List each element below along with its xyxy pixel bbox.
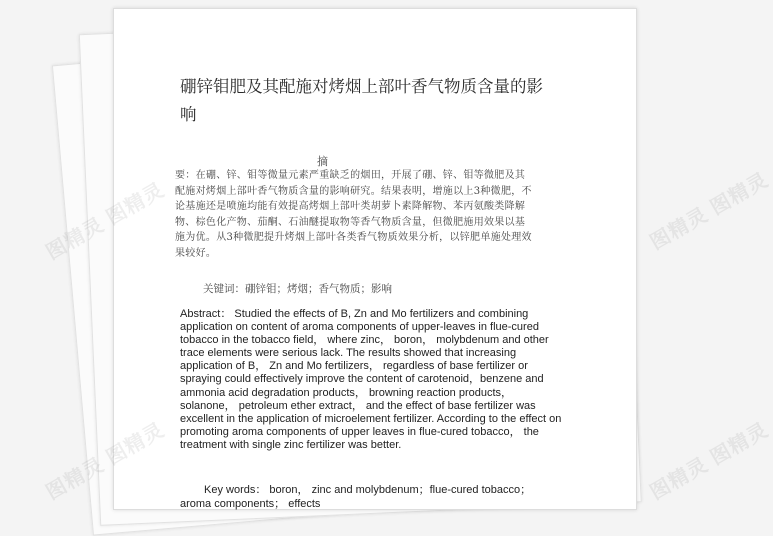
abstract-en-line: application on content of aroma components of upper-leaves in flue-cured <box>180 321 539 334</box>
abstract-line: 配施对烤烟上部叶香气物质含量的影响研究。结果表明，增施以上3种微肥，不 <box>175 185 532 197</box>
title-line: 响 <box>180 105 197 124</box>
abstract-line: 施为优。从3种微肥提升烤烟上部叶各类香气物质效果分析，以锌肥单施处理效 <box>175 232 532 243</box>
abstract-en-line: trace elements were serious lack. The results showed that increasing <box>180 347 517 360</box>
abstract-line: 论基施还是喷施均能有效提高烤烟上部叶类胡萝卜素降解物、苯丙氨酸类降解 <box>175 201 526 212</box>
keywords-chinese: 关键词：硼锌钼；烤烟；香气物质；影响 <box>203 283 392 295</box>
abstract-line: 要：在硼、锌、钼等微量元素严重缺乏的烟田，开展了硼、锌、钼等微肥及其 <box>175 170 526 181</box>
abstract-en-line: promoting aroma components of upper leaves in flue-cured tobacco， the <box>180 425 539 438</box>
abstract-en-line: treatment with single zinc fertilizer was better. <box>180 438 402 451</box>
document-page <box>113 8 637 510</box>
watermark-text: 图精灵 图精灵 <box>646 418 773 505</box>
abstract-chinese <box>175 168 601 261</box>
abstract-en-line: tobacco in the tobacco field， where zinc， boron， molybdenum and other <box>180 334 549 347</box>
abstract-en-line: ammonia acid degradation products， browning reaction products， <box>180 386 513 399</box>
watermark-text: 图精灵 <box>42 453 109 505</box>
abstract-en-line: application of B， Zn and Mo fertilizers， regardless of base fertilizer or <box>180 360 528 373</box>
document-title <box>180 73 600 129</box>
keywords-en-line: aroma components； effects <box>180 497 321 510</box>
watermark-logo <box>644 164 773 255</box>
abstract-line: 物、棕色化产物、茄酮、石油醚提取物等香气物质含量，但微肥施用效果以基 <box>175 216 526 228</box>
abstract-en-line: Abstract： Studied the effects of B, Zn and Mo fertilizers and combining <box>180 308 529 320</box>
abstract-en-line: excellent in the application of microelement fertilizer. According to the effect on <box>180 412 562 425</box>
keywords-english <box>180 484 606 511</box>
abstract-line: 果较好。 <box>175 247 217 259</box>
abstract-heading: 摘 <box>317 155 328 168</box>
title-line: 硼锌钼肥及其配施对烤烟上部叶香气物质含量的影 <box>180 77 543 96</box>
watermark-logo <box>644 414 773 505</box>
abstract-en-line: solanone， petroleum ether extract， and the effect of base fertilizer was <box>180 399 536 412</box>
abstract-en-line: spraying could effectively improve the content of carotenoid，benzene and <box>180 373 544 386</box>
watermark-text: 图精灵 图精灵 <box>646 168 773 255</box>
abstract-english <box>180 308 606 452</box>
keywords-en-line: Key words： boron， zinc and molybdenum；flue-cured tobacco； <box>204 484 532 496</box>
